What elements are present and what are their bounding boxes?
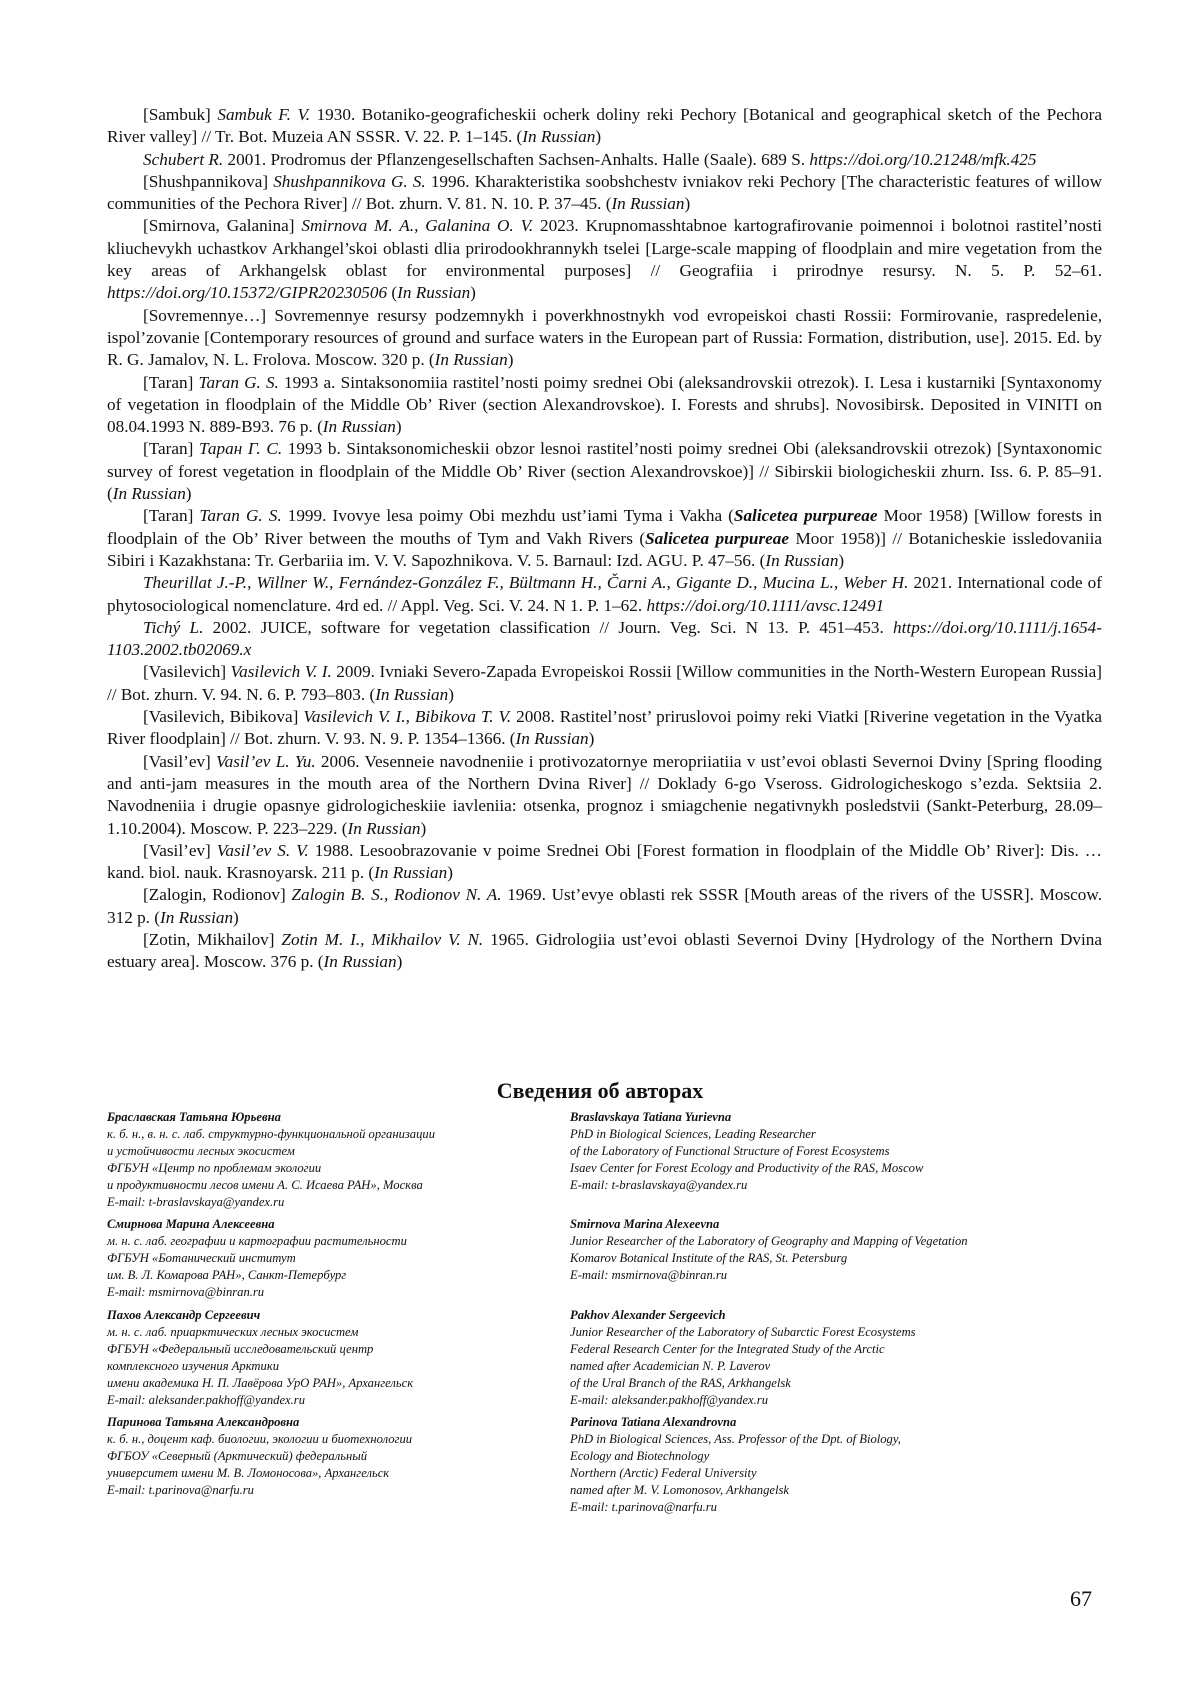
reference-text: [Sambuk] bbox=[143, 105, 217, 124]
reference-text: [Vasilevich] bbox=[143, 662, 231, 681]
reference-text: 1969. Ust’evye oblasti rek SSSR [Mouth areas of the rivers of the USSR]. Moscow. 312 p. ( bbox=[107, 885, 1102, 926]
author-detail-line: E-mail: t-braslavskaya@yandex.ru bbox=[570, 1177, 1070, 1194]
author-block-ru bbox=[107, 1216, 607, 1301]
author-detail-line: и продуктивности лесов имени А. С. Исаева РАН», Москва bbox=[107, 1177, 607, 1194]
author-detail-line: им. В. Л. Комарова РАН», Санкт-Петербург bbox=[107, 1267, 607, 1284]
author-detail-line: named after Academician N. P. Laverov bbox=[570, 1358, 1070, 1375]
author-detail-line: м. н. с. лаб. приарктических лесных экосистем bbox=[107, 1324, 607, 1341]
author-detail-line: Junior Researcher of the Laboratory of Subarctic Forest Ecosystems bbox=[570, 1324, 1070, 1341]
reference-emphasis: Theurillat J.-P., Willner W., Fernández-González F., Bültmann H., Čarni A., Gigante D., Mucina L., Weber H. bbox=[143, 573, 908, 592]
reference-entry bbox=[107, 505, 1102, 572]
author-detail-line: PhD in Biological Sciences, Ass. Professor of the Dpt. of Biology, bbox=[570, 1431, 1070, 1448]
reference-emphasis: In Russian bbox=[323, 417, 396, 436]
reference-text: 1993 a. Sintaksonomiia rastitel’nosti poimy srednei Obi (aleksandrovskii otrezok). I. Lesa i kustarniki [Syntaxonomy of vegetation in floodplain of the Middle Ob’ River (section Alexandrovskoe). I. Forests and shrubs]. Novosibirsk. Deposited in VINITI on 08.04.1993 N. 889-B93. 76 p. ( bbox=[107, 373, 1102, 437]
reference-entry bbox=[107, 884, 1102, 929]
reference-emphasis: Salicetea purpureae bbox=[645, 529, 789, 548]
reference-text: ) bbox=[186, 484, 192, 503]
author-block-ru bbox=[107, 1109, 607, 1212]
reference-text: ) bbox=[397, 952, 403, 971]
reference-emphasis: Shushpannikova G. S. bbox=[273, 172, 426, 191]
reference-text: 2008. Rastitel’nost’ priruslovoi poimy reki Viatki [Riverine vegetation in the Vyatka River floodplain] // Bot. zhurn. V. 93. N. 9. P. 1354–1366. ( bbox=[107, 707, 1102, 748]
reference-emphasis: In Russian bbox=[435, 350, 508, 369]
author-name: Смирнова Марина Алексеевна bbox=[107, 1216, 607, 1233]
author-detail-line: к. б. н., доцент каф. биологии, экологии и биотехнологии bbox=[107, 1431, 607, 1448]
author-block-en bbox=[570, 1307, 1070, 1410]
reference-text: [Smirnova, Galanina] bbox=[143, 216, 301, 235]
reference-emphasis: In Russian bbox=[113, 484, 186, 503]
author-name: Parinova Tatiana Alexandrovna bbox=[570, 1414, 1070, 1431]
reference-emphasis: https://doi.org/10.21248/mfk.425 bbox=[809, 150, 1036, 169]
reference-emphasis: In Russian bbox=[324, 952, 397, 971]
reference-emphasis: Smirnova M. A., Galanina O. V. bbox=[301, 216, 533, 235]
reference-emphasis: Schubert R. bbox=[143, 150, 223, 169]
reference-emphasis: In Russian bbox=[375, 685, 448, 704]
reference-entry bbox=[107, 661, 1102, 706]
reference-entry bbox=[107, 840, 1102, 885]
reference-emphasis: Sambuk F. V. bbox=[217, 105, 310, 124]
reference-emphasis: https://doi.org/10.1111/avsc.12491 bbox=[646, 596, 884, 615]
reference-text: 1996. Kharakteristika soobshchestv ivniakov reki Pechory [The characteristic features of willow communities of the Pechora River] // Bot. zhurn. V. 81. N. 10. P. 37–45. ( bbox=[107, 172, 1102, 213]
reference-emphasis: In Russian bbox=[397, 283, 470, 302]
reference-emphasis: Zotin M. I., Mikhailov V. N. bbox=[281, 930, 483, 949]
reference-text: [Sovremennye…] Sovremennye resursy podzemnykh i poverkhnostnykh vod evropeiskoi chasti Rossii: Formirovanie, raspredelenie, ispol’zovanie [Contemporary resources of ground and surface waters in the European part of Russia: Formation, distribution, use]. 2015. Ed. by R. G. Jamalov, N. L. Frolova. Moscow. 320 p. ( bbox=[107, 306, 1102, 370]
reference-text: [Taran] bbox=[143, 439, 199, 458]
reference-text: ) bbox=[838, 551, 844, 570]
reference-text: [Taran] bbox=[143, 373, 198, 392]
author-detail-line: комплексного изучения Арктики bbox=[107, 1358, 607, 1375]
reference-emphasis: https://doi.org/10.15372/GIPR20230506 bbox=[107, 283, 387, 302]
reference-emphasis: In Russian bbox=[522, 127, 595, 146]
reference-text: ) bbox=[421, 819, 427, 838]
reference-text: 2002. JUICE, software for vegetation classification // Journ. Veg. Sci. N 13. P. 451–453. bbox=[203, 618, 893, 637]
author-block-en bbox=[570, 1414, 1070, 1517]
reference-emphasis: Vasilevich V. I. bbox=[231, 662, 332, 681]
reference-text: [Zalogin, Rodionov] bbox=[143, 885, 291, 904]
reference-entry bbox=[107, 751, 1102, 840]
reference-text: 2009. Ivniaki Severo-Zapada Evropeiskoi Rossii [Willow communities in the North-Western European Russia] // Bot. zhurn. V. 94. N. 6. P. 793–803. ( bbox=[107, 662, 1102, 703]
author-name: Браславская Татьяна Юрьевна bbox=[107, 1109, 607, 1126]
reference-list bbox=[107, 104, 1102, 974]
reference-emphasis: Taran G. S. bbox=[199, 506, 281, 525]
author-name: Pakhov Alexander Sergeevich bbox=[570, 1307, 1070, 1324]
author-detail-line: PhD in Biological Sciences, Leading Researcher bbox=[570, 1126, 1070, 1143]
author-detail-line: E-mail: t.parinova@narfu.ru bbox=[107, 1482, 607, 1499]
reference-emphasis: In Russian bbox=[765, 551, 838, 570]
author-detail-line: Federal Research Center for the Integrated Study of the Arctic bbox=[570, 1341, 1070, 1358]
reference-entry bbox=[107, 438, 1102, 505]
author-detail-line: Junior Researcher of the Laboratory of Geography and Mapping of Vegetation bbox=[570, 1233, 1070, 1250]
author-detail-line: E-mail: t-braslavskaya@yandex.ru bbox=[107, 1194, 607, 1211]
reference-emphasis: In Russian bbox=[516, 729, 589, 748]
reference-text: [Shushpannikova] bbox=[143, 172, 273, 191]
reference-text: ) bbox=[447, 863, 453, 882]
author-detail-line: университет имени М. В. Ломоносова», Архангельск bbox=[107, 1465, 607, 1482]
reference-emphasis: Vasil’ev S. V. bbox=[217, 841, 309, 860]
reference-emphasis: In Russian bbox=[347, 819, 420, 838]
reference-emphasis: https://doi.org/10.1111/j.1654-1103.2002.tb02069.x bbox=[107, 618, 1102, 659]
reference-text: ( bbox=[387, 283, 397, 302]
reference-text: ) bbox=[470, 283, 476, 302]
reference-entry bbox=[107, 929, 1102, 974]
author-detail-line: и устойчивости лесных экосистем bbox=[107, 1143, 607, 1160]
author-detail-line: имени академика Н. П. Лавёрова УрО РАН», Архангельск bbox=[107, 1375, 607, 1392]
reference-text: ) bbox=[684, 194, 690, 213]
reference-text: 1999. Ivovye lesa poimy Obi mezhdu ust’iami Tyma i Vakha ( bbox=[282, 506, 734, 525]
page-number: 67 bbox=[1070, 1586, 1092, 1612]
reference-entry bbox=[107, 149, 1102, 171]
author-detail-line: E-mail: aleksander.pakhoff@yandex.ru bbox=[107, 1392, 607, 1409]
author-block-ru bbox=[107, 1307, 607, 1410]
author-name: Паринова Татьяна Александровна bbox=[107, 1414, 607, 1431]
author-detail-line: ФГБУН «Центр по проблемам экологии bbox=[107, 1160, 607, 1177]
reference-text: 1930. Botaniko-geograficheskii ocherk doliny reki Pechory [Botanical and geographical sketch of the Pechora River valley] // Tr. Bot. Muzeia AN SSSR. V. 22. P. 1–145. ( bbox=[107, 105, 1102, 146]
reference-text: ) bbox=[508, 350, 514, 369]
reference-entry bbox=[107, 706, 1102, 751]
reference-entry bbox=[107, 171, 1102, 216]
reference-text: ) bbox=[233, 908, 239, 927]
reference-entry bbox=[107, 104, 1102, 149]
reference-text: Moor 1958)] // Botanicheskie issledovaniia Sibiri i Kazakhstana: Tr. Gerbariia im. V. V. Sapozhnikova. V. 5. Barnaul: Izd. AGU. P. 47–56. ( bbox=[107, 529, 1102, 570]
reference-emphasis: Таран Г. С. bbox=[199, 439, 282, 458]
reference-entry bbox=[107, 305, 1102, 372]
reference-emphasis: Zalogin B. S., Rodionov N. A. bbox=[291, 885, 501, 904]
author-detail-line: of the Ural Branch of the RAS, Arkhangelsk bbox=[570, 1375, 1070, 1392]
reference-text: [Vasil’ev] bbox=[143, 841, 217, 860]
author-detail-line: к. б. н., в. н. с. лаб. структурно-функциональной организации bbox=[107, 1126, 607, 1143]
reference-emphasis: Taran G. S. bbox=[198, 373, 278, 392]
reference-text: ) bbox=[589, 729, 595, 748]
reference-text: [Vasilevich, Bibikova] bbox=[143, 707, 303, 726]
reference-emphasis: Vasil’ev L. Yu. bbox=[216, 752, 316, 771]
author-name: Braslavskaya Tatiana Yurievna bbox=[570, 1109, 1070, 1126]
reference-text: 2021. International code of phytosociological nomenclature. 4rd ed. // Appl. Veg. Sci. V. 24. N 1. P. 1–62. bbox=[107, 573, 1102, 614]
reference-text: [Vasil’ev] bbox=[143, 752, 216, 771]
author-detail-line: м. н. с. лаб. географии и картографии растительности bbox=[107, 1233, 607, 1250]
reference-entry bbox=[107, 372, 1102, 439]
author-block-en bbox=[570, 1109, 1070, 1194]
reference-entry bbox=[107, 617, 1102, 662]
author-detail-line: Northern (Arctic) Federal University bbox=[570, 1465, 1070, 1482]
reference-text: ) bbox=[448, 685, 454, 704]
author-detail-line: Ecology and Biotechnology bbox=[570, 1448, 1070, 1465]
author-detail-line: E-mail: aleksander.pakhoff@yandex.ru bbox=[570, 1392, 1070, 1409]
author-detail-line: Isaev Center for Forest Ecology and Productivity of the RAS, Moscow bbox=[570, 1160, 1070, 1177]
reference-text: ) bbox=[396, 417, 402, 436]
reference-text: 2001. Prodromus der Pflanzengesellschaften Sachsen-Anhalts. Halle (Saale). 689 S. bbox=[223, 150, 809, 169]
reference-entry bbox=[107, 572, 1102, 617]
reference-emphasis: In Russian bbox=[374, 863, 447, 882]
author-detail-line: ФГБУН «Федеральный исследовательский центр bbox=[107, 1341, 607, 1358]
author-detail-line: ФГБОУ «Северный (Арктический) федеральный bbox=[107, 1448, 607, 1465]
reference-text: ) bbox=[595, 127, 601, 146]
author-detail-line: E-mail: msmirnova@binran.ru bbox=[570, 1267, 1070, 1284]
reference-text: 1993 b. Sintaksonomicheskii obzor lesnoi rastitel’nosti poimy srednei Obi (aleksandrovskii otrezok) [Syntaxonomic survey of forest vegetation in floodplain of the Middle Ob’ River (section Alexandrovskoe)] // Sibirskii biologicheskii zhurn. Iss. 6. P. 85–91. ( bbox=[107, 439, 1102, 503]
reference-text: Moor 1958) [Willow forests in floodplain of the Ob’ River between the mouths of Tym and Vakh Rivers ( bbox=[107, 506, 1102, 547]
author-detail-line: named after M. V. Lomonosov, Arkhangelsk bbox=[570, 1482, 1070, 1499]
author-detail-line: ФГБУН «Ботанический институт bbox=[107, 1250, 607, 1267]
reference-text: 2006. Vesenneie navodneniie i protivozatornye meropriiatiia v ust’evoi oblasti Severnoi Dviny [Spring flooding and anti-jam measures in the mouth area of the Northern Dvina River] // Doklady 6-go Vseross. Gidrologicheskogo s’ezda. Sektsiia 2. Navodneniia i drugie opasnye gidrologicheskiie iavleniia: otsenka, prognoz i smiagchenie negativnykh posledstvii (Sankt-Peterburg, 28.09–1.10.2004). Moscow. P. 223–229. ( bbox=[107, 752, 1102, 838]
reference-entry bbox=[107, 215, 1102, 304]
reference-emphasis: Salicetea purpureae bbox=[734, 506, 878, 525]
reference-text: [Zotin, Mikhailov] bbox=[143, 930, 281, 949]
reference-text: [Taran] bbox=[143, 506, 199, 525]
reference-emphasis: In Russian bbox=[611, 194, 684, 213]
reference-emphasis: In Russian bbox=[160, 908, 233, 927]
author-detail-line: E-mail: msmirnova@binran.ru bbox=[107, 1284, 607, 1301]
author-detail-line: Komarov Botanical Institute of the RAS, St. Petersburg bbox=[570, 1250, 1070, 1267]
reference-emphasis: Tichý L. bbox=[143, 618, 203, 637]
author-detail-line: of the Laboratory of Functional Structure of Forest Ecosystems bbox=[570, 1143, 1070, 1160]
author-name: Smirnova Marina Alexeevna bbox=[570, 1216, 1070, 1233]
author-name: Пахов Александр Сергеевич bbox=[107, 1307, 607, 1324]
reference-text: 1965. Gidrologiia ust’evoi oblasti Severnoi Dviny [Hydrology of the Northern Dvina estuary area]. Moscow. 376 p. ( bbox=[107, 930, 1102, 971]
reference-text: 1988. Lesoobrazovanie v poime Srednei Obi [Forest formation in floodplain of the Middle Ob’ River]: Dis. … kand. biol. nauk. Krasnoyarsk. 211 p. ( bbox=[107, 841, 1102, 882]
author-block-en bbox=[570, 1216, 1070, 1284]
reference-text: 2023. Krupnomasshtabnoe kartografirovanie poimennoi i bolotnoi rastitel’nosti kliuchevykh uchastkov Arkhangel’skoi oblasti dlia prirodookhrannykh tselei [Large-scale mapping of floodplain and mire vegetation from the key areas of Arkhangelsk oblast for environmental purposes] // Geografiia i prirodnye resursy. N. 5. P. 52–61. bbox=[107, 216, 1102, 280]
authors-heading: Сведения об авторах bbox=[0, 1077, 1200, 1105]
author-block-ru bbox=[107, 1414, 607, 1499]
author-detail-line: E-mail: t.parinova@narfu.ru bbox=[570, 1499, 1070, 1516]
reference-emphasis: Vasilevich V. I., Bibikova T. V. bbox=[303, 707, 511, 726]
